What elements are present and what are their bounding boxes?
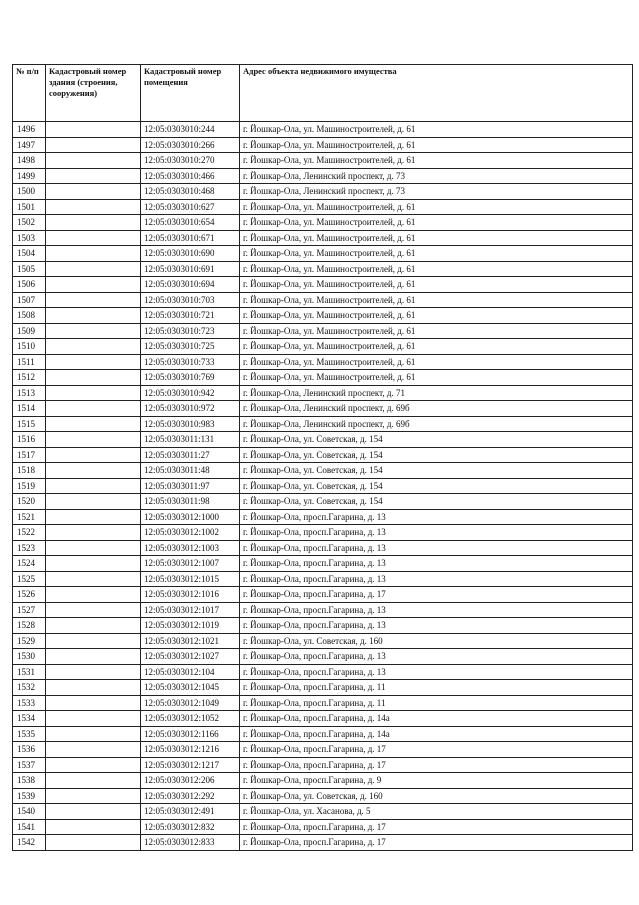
address-cell: г. Йошкар-Ола, просп.Гагарина, д. 13	[240, 571, 633, 587]
row-number-cell: 1498	[13, 153, 46, 169]
table-row	[13, 540, 633, 556]
table-row	[13, 354, 633, 370]
address-cell: г. Йошкар-Ола, ул. Машиностроителей, д. 61	[240, 354, 633, 370]
row-number-cell: 1526	[13, 587, 46, 603]
row-number-cell: 1505	[13, 261, 46, 277]
header-property-address: Адрес объекта недвижимого имущества	[240, 65, 633, 122]
header-row-number: № п/п	[13, 65, 46, 122]
table-row	[13, 385, 633, 401]
address-cell: г. Йошкар-Ола, ул. Машиностроителей, д. 61	[240, 339, 633, 355]
building-cadastral-cell	[46, 370, 141, 386]
premises-cadastral-cell: 12:05:0303010:725	[141, 339, 240, 355]
row-number-cell: 1508	[13, 308, 46, 324]
row-number-cell: 1500	[13, 184, 46, 200]
address-cell: г. Йошкар-Ола, просп.Гагарина, д. 14а	[240, 726, 633, 742]
premises-cadastral-cell: 12:05:0303010:671	[141, 230, 240, 246]
premises-cadastral-cell: 12:05:0303012:1017	[141, 602, 240, 618]
address-cell: г. Йошкар-Ола, просп.Гагарина, д. 13	[240, 540, 633, 556]
building-cadastral-cell	[46, 478, 141, 494]
address-cell: г. Йошкар-Ола, ул. Машиностроителей, д. 61	[240, 277, 633, 293]
row-number-cell: 1517	[13, 447, 46, 463]
address-cell: г. Йошкар-Ола, Ленинский проспект, д. 69б	[240, 401, 633, 417]
building-cadastral-cell	[46, 168, 141, 184]
row-number-cell: 1537	[13, 757, 46, 773]
address-cell: г. Йошкар-Ола, ул. Машиностроителей, д. 61	[240, 137, 633, 153]
premises-cadastral-cell: 12:05:0303010:769	[141, 370, 240, 386]
building-cadastral-cell	[46, 385, 141, 401]
premises-cadastral-cell: 12:05:0303010:244	[141, 122, 240, 138]
row-number-cell: 1504	[13, 246, 46, 262]
table-row	[13, 602, 633, 618]
building-cadastral-cell	[46, 773, 141, 789]
table-row	[13, 819, 633, 835]
building-cadastral-cell	[46, 602, 141, 618]
building-cadastral-cell	[46, 757, 141, 773]
premises-cadastral-cell: 12:05:0303012:1016	[141, 587, 240, 603]
premises-cadastral-cell: 12:05:0303012:1019	[141, 618, 240, 634]
row-number-cell: 1507	[13, 292, 46, 308]
premises-cadastral-cell: 12:05:0303011:27	[141, 447, 240, 463]
table-row	[13, 757, 633, 773]
address-cell: г. Йошкар-Ола, ул. Машиностроителей, д. 61	[240, 261, 633, 277]
building-cadastral-cell	[46, 664, 141, 680]
building-cadastral-cell	[46, 339, 141, 355]
building-cadastral-cell	[46, 230, 141, 246]
row-number-cell: 1528	[13, 618, 46, 634]
table-row	[13, 199, 633, 215]
building-cadastral-cell	[46, 633, 141, 649]
building-cadastral-cell	[46, 509, 141, 525]
premises-cadastral-cell: 12:05:0303010:691	[141, 261, 240, 277]
row-number-cell: 1532	[13, 680, 46, 696]
row-number-cell: 1510	[13, 339, 46, 355]
table-row	[13, 726, 633, 742]
row-number-cell: 1503	[13, 230, 46, 246]
premises-cadastral-cell: 12:05:0303010:468	[141, 184, 240, 200]
building-cadastral-cell	[46, 246, 141, 262]
address-cell: г. Йошкар-Ола, просп.Гагарина, д. 17	[240, 757, 633, 773]
table-row	[13, 773, 633, 789]
row-number-cell: 1531	[13, 664, 46, 680]
premises-cadastral-cell: 12:05:0303012:1217	[141, 757, 240, 773]
row-number-cell: 1542	[13, 835, 46, 851]
building-cadastral-cell	[46, 540, 141, 556]
address-cell: г. Йошкар-Ола, ул. Советская, д. 160	[240, 633, 633, 649]
row-number-cell: 1501	[13, 199, 46, 215]
row-number-cell: 1496	[13, 122, 46, 138]
table-row	[13, 246, 633, 262]
row-number-cell: 1527	[13, 602, 46, 618]
table-header	[13, 65, 633, 122]
address-cell: г. Йошкар-Ола, просп.Гагарина, д. 17	[240, 587, 633, 603]
table-row	[13, 447, 633, 463]
row-number-cell: 1518	[13, 463, 46, 479]
premises-cadastral-cell: 12:05:0303012:104	[141, 664, 240, 680]
premises-cadastral-cell: 12:05:0303012:833	[141, 835, 240, 851]
row-number-cell: 1540	[13, 804, 46, 820]
premises-cadastral-cell: 12:05:0303010:690	[141, 246, 240, 262]
premises-cadastral-cell: 12:05:0303012:1002	[141, 525, 240, 541]
premises-cadastral-cell: 12:05:0303012:292	[141, 788, 240, 804]
building-cadastral-cell	[46, 618, 141, 634]
row-number-cell: 1533	[13, 695, 46, 711]
building-cadastral-cell	[46, 742, 141, 758]
building-cadastral-cell	[46, 215, 141, 231]
address-cell: г. Йошкар-Ола, ул. Хасанова, д. 5	[240, 804, 633, 820]
premises-cadastral-cell: 12:05:0303010:266	[141, 137, 240, 153]
table-row	[13, 525, 633, 541]
premises-cadastral-cell: 12:05:0303012:206	[141, 773, 240, 789]
address-cell: г. Йошкар-Ола, ул. Машиностроителей, д. 61	[240, 292, 633, 308]
address-cell: г. Йошкар-Ола, просп.Гагарина, д. 13	[240, 509, 633, 525]
row-number-cell: 1520	[13, 494, 46, 510]
building-cadastral-cell	[46, 292, 141, 308]
table-row	[13, 571, 633, 587]
building-cadastral-cell	[46, 354, 141, 370]
premises-cadastral-cell: 12:05:0303011:98	[141, 494, 240, 510]
address-cell: г. Йошкар-Ола, просп.Гагарина, д. 13	[240, 664, 633, 680]
address-cell: г. Йошкар-Ола, ул. Машиностроителей, д. 61	[240, 323, 633, 339]
building-cadastral-cell	[46, 726, 141, 742]
row-number-cell: 1497	[13, 137, 46, 153]
table-row	[13, 664, 633, 680]
premises-cadastral-cell: 12:05:0303012:1216	[141, 742, 240, 758]
table-row	[13, 649, 633, 665]
premises-cadastral-cell: 12:05:0303010:466	[141, 168, 240, 184]
row-number-cell: 1536	[13, 742, 46, 758]
table-row	[13, 711, 633, 727]
table-row	[13, 509, 633, 525]
row-number-cell: 1530	[13, 649, 46, 665]
row-number-cell: 1541	[13, 819, 46, 835]
table-row	[13, 184, 633, 200]
row-number-cell: 1515	[13, 416, 46, 432]
table-row	[13, 432, 633, 448]
building-cadastral-cell	[46, 323, 141, 339]
table-row	[13, 339, 633, 355]
premises-cadastral-cell: 12:05:0303012:491	[141, 804, 240, 820]
row-number-cell: 1514	[13, 401, 46, 417]
premises-cadastral-cell: 12:05:0303011:48	[141, 463, 240, 479]
premises-cadastral-cell: 12:05:0303012:1000	[141, 509, 240, 525]
table-row	[13, 695, 633, 711]
table-row	[13, 618, 633, 634]
address-cell: г. Йошкар-Ола, ул. Машиностроителей, д. 61	[240, 246, 633, 262]
address-cell: г. Йошкар-Ола, просп.Гагарина, д. 13	[240, 618, 633, 634]
address-cell: г. Йошкар-Ола, Ленинский проспект, д. 69б	[240, 416, 633, 432]
address-cell: г. Йошкар-Ола, просп.Гагарина, д. 11	[240, 695, 633, 711]
address-cell: г. Йошкар-Ола, просп.Гагарина, д. 11	[240, 680, 633, 696]
premises-cadastral-cell: 12:05:0303010:733	[141, 354, 240, 370]
table-row	[13, 215, 633, 231]
building-cadastral-cell	[46, 153, 141, 169]
address-cell: г. Йошкар-Ола, просп.Гагарина, д. 17	[240, 835, 633, 851]
row-number-cell: 1502	[13, 215, 46, 231]
premises-cadastral-cell: 12:05:0303012:1027	[141, 649, 240, 665]
address-cell: г. Йошкар-Ола, ул. Машиностроителей, д. 61	[240, 308, 633, 324]
row-number-cell: 1525	[13, 571, 46, 587]
building-cadastral-cell	[46, 401, 141, 417]
address-cell: г. Йошкар-Ола, просп.Гагарина, д. 14а	[240, 711, 633, 727]
building-cadastral-cell	[46, 649, 141, 665]
row-number-cell: 1506	[13, 277, 46, 293]
row-number-cell: 1538	[13, 773, 46, 789]
premises-cadastral-cell: 12:05:0303010:694	[141, 277, 240, 293]
row-number-cell: 1511	[13, 354, 46, 370]
address-cell: г. Йошкар-Ола, Ленинский проспект, д. 73	[240, 184, 633, 200]
address-cell: г. Йошкар-Ола, ул. Машиностроителей, д. 61	[240, 153, 633, 169]
table-row	[13, 153, 633, 169]
table-row	[13, 788, 633, 804]
table-row	[13, 587, 633, 603]
building-cadastral-cell	[46, 122, 141, 138]
table-row	[13, 230, 633, 246]
premises-cadastral-cell: 12:05:0303010:627	[141, 199, 240, 215]
premises-cadastral-cell: 12:05:0303010:983	[141, 416, 240, 432]
premises-cadastral-cell: 12:05:0303011:131	[141, 432, 240, 448]
building-cadastral-cell	[46, 804, 141, 820]
table-row	[13, 478, 633, 494]
building-cadastral-cell	[46, 199, 141, 215]
premises-cadastral-cell: 12:05:0303010:723	[141, 323, 240, 339]
row-number-cell: 1521	[13, 509, 46, 525]
building-cadastral-cell	[46, 277, 141, 293]
header-row	[13, 65, 633, 122]
building-cadastral-cell	[46, 571, 141, 587]
premises-cadastral-cell: 12:05:0303012:1166	[141, 726, 240, 742]
address-cell: г. Йошкар-Ола, ул. Машиностроителей, д. 61	[240, 215, 633, 231]
header-premises-cadastral-number: Кадастровый номер помещения	[141, 65, 240, 122]
address-cell: г. Йошкар-Ола, ул. Советская, д. 154	[240, 478, 633, 494]
building-cadastral-cell	[46, 587, 141, 603]
property-registry-table	[12, 64, 633, 851]
table-body	[13, 122, 633, 851]
row-number-cell: 1524	[13, 556, 46, 572]
table-row	[13, 494, 633, 510]
premises-cadastral-cell: 12:05:0303012:1045	[141, 680, 240, 696]
address-cell: г. Йошкар-Ола, просп.Гагарина, д. 13	[240, 649, 633, 665]
address-cell: г. Йошкар-Ола, ул. Советская, д. 154	[240, 463, 633, 479]
address-cell: г. Йошкар-Ола, ул. Машиностроителей, д. 61	[240, 199, 633, 215]
address-cell: г. Йошкар-Ола, ул. Советская, д. 160	[240, 788, 633, 804]
table-row	[13, 463, 633, 479]
building-cadastral-cell	[46, 432, 141, 448]
row-number-cell: 1519	[13, 478, 46, 494]
table-row	[13, 122, 633, 138]
building-cadastral-cell	[46, 835, 141, 851]
building-cadastral-cell	[46, 695, 141, 711]
table-row	[13, 323, 633, 339]
row-number-cell: 1513	[13, 385, 46, 401]
table-row	[13, 401, 633, 417]
address-cell: г. Йошкар-Ола, просп.Гагарина, д. 17	[240, 742, 633, 758]
table-row	[13, 835, 633, 851]
premises-cadastral-cell: 12:05:0303010:654	[141, 215, 240, 231]
table-row	[13, 680, 633, 696]
building-cadastral-cell	[46, 261, 141, 277]
table-row	[13, 261, 633, 277]
row-number-cell: 1534	[13, 711, 46, 727]
row-number-cell: 1535	[13, 726, 46, 742]
building-cadastral-cell	[46, 184, 141, 200]
row-number-cell: 1529	[13, 633, 46, 649]
building-cadastral-cell	[46, 447, 141, 463]
header-building-cadastral-number: Кадастровый номер здания (строения, сооружения)	[46, 65, 141, 122]
table-row	[13, 308, 633, 324]
address-cell: г. Йошкар-Ола, ул. Машиностроителей, д. 61	[240, 230, 633, 246]
premises-cadastral-cell: 12:05:0303010:270	[141, 153, 240, 169]
address-cell: г. Йошкар-Ола, ул. Машиностроителей, д. 61	[240, 370, 633, 386]
building-cadastral-cell	[46, 525, 141, 541]
table-row	[13, 633, 633, 649]
premises-cadastral-cell: 12:05:0303010:703	[141, 292, 240, 308]
address-cell: г. Йошкар-Ола, просп.Гагарина, д. 13	[240, 602, 633, 618]
table-row	[13, 416, 633, 432]
premises-cadastral-cell: 12:05:0303011:97	[141, 478, 240, 494]
address-cell: г. Йошкар-Ола, ул. Советская, д. 154	[240, 447, 633, 463]
row-number-cell: 1539	[13, 788, 46, 804]
table-row	[13, 804, 633, 820]
premises-cadastral-cell: 12:05:0303010:942	[141, 385, 240, 401]
premises-cadastral-cell: 12:05:0303012:1049	[141, 695, 240, 711]
building-cadastral-cell	[46, 819, 141, 835]
building-cadastral-cell	[46, 494, 141, 510]
table-row	[13, 277, 633, 293]
premises-cadastral-cell: 12:05:0303010:972	[141, 401, 240, 417]
building-cadastral-cell	[46, 680, 141, 696]
row-number-cell: 1516	[13, 432, 46, 448]
table-row	[13, 370, 633, 386]
table-row	[13, 292, 633, 308]
premises-cadastral-cell: 12:05:0303012:1021	[141, 633, 240, 649]
row-number-cell: 1523	[13, 540, 46, 556]
building-cadastral-cell	[46, 137, 141, 153]
row-number-cell: 1499	[13, 168, 46, 184]
premises-cadastral-cell: 12:05:0303012:1052	[141, 711, 240, 727]
premises-cadastral-cell: 12:05:0303012:1007	[141, 556, 240, 572]
address-cell: г. Йошкар-Ола, ул. Машиностроителей, д. 61	[240, 122, 633, 138]
table-row	[13, 556, 633, 572]
premises-cadastral-cell: 12:05:0303012:832	[141, 819, 240, 835]
table-row	[13, 137, 633, 153]
table-row	[13, 742, 633, 758]
building-cadastral-cell	[46, 308, 141, 324]
address-cell: г. Йошкар-Ола, ул. Советская, д. 154	[240, 494, 633, 510]
building-cadastral-cell	[46, 556, 141, 572]
building-cadastral-cell	[46, 711, 141, 727]
address-cell: г. Йошкар-Ола, просп.Гагарина, д. 13	[240, 525, 633, 541]
address-cell: г. Йошкар-Ола, Ленинский проспект, д. 71	[240, 385, 633, 401]
building-cadastral-cell	[46, 463, 141, 479]
row-number-cell: 1522	[13, 525, 46, 541]
address-cell: г. Йошкар-Ола, просп.Гагарина, д. 13	[240, 556, 633, 572]
premises-cadastral-cell: 12:05:0303012:1003	[141, 540, 240, 556]
address-cell: г. Йошкар-Ола, ул. Советская, д. 154	[240, 432, 633, 448]
address-cell: г. Йошкар-Ола, просп.Гагарина, д. 17	[240, 819, 633, 835]
building-cadastral-cell	[46, 416, 141, 432]
table-row	[13, 168, 633, 184]
row-number-cell: 1512	[13, 370, 46, 386]
premises-cadastral-cell: 12:05:0303010:721	[141, 308, 240, 324]
building-cadastral-cell	[46, 788, 141, 804]
row-number-cell: 1509	[13, 323, 46, 339]
premises-cadastral-cell: 12:05:0303012:1015	[141, 571, 240, 587]
address-cell: г. Йошкар-Ола, Ленинский проспект, д. 73	[240, 168, 633, 184]
address-cell: г. Йошкар-Ола, просп.Гагарина, д. 9	[240, 773, 633, 789]
